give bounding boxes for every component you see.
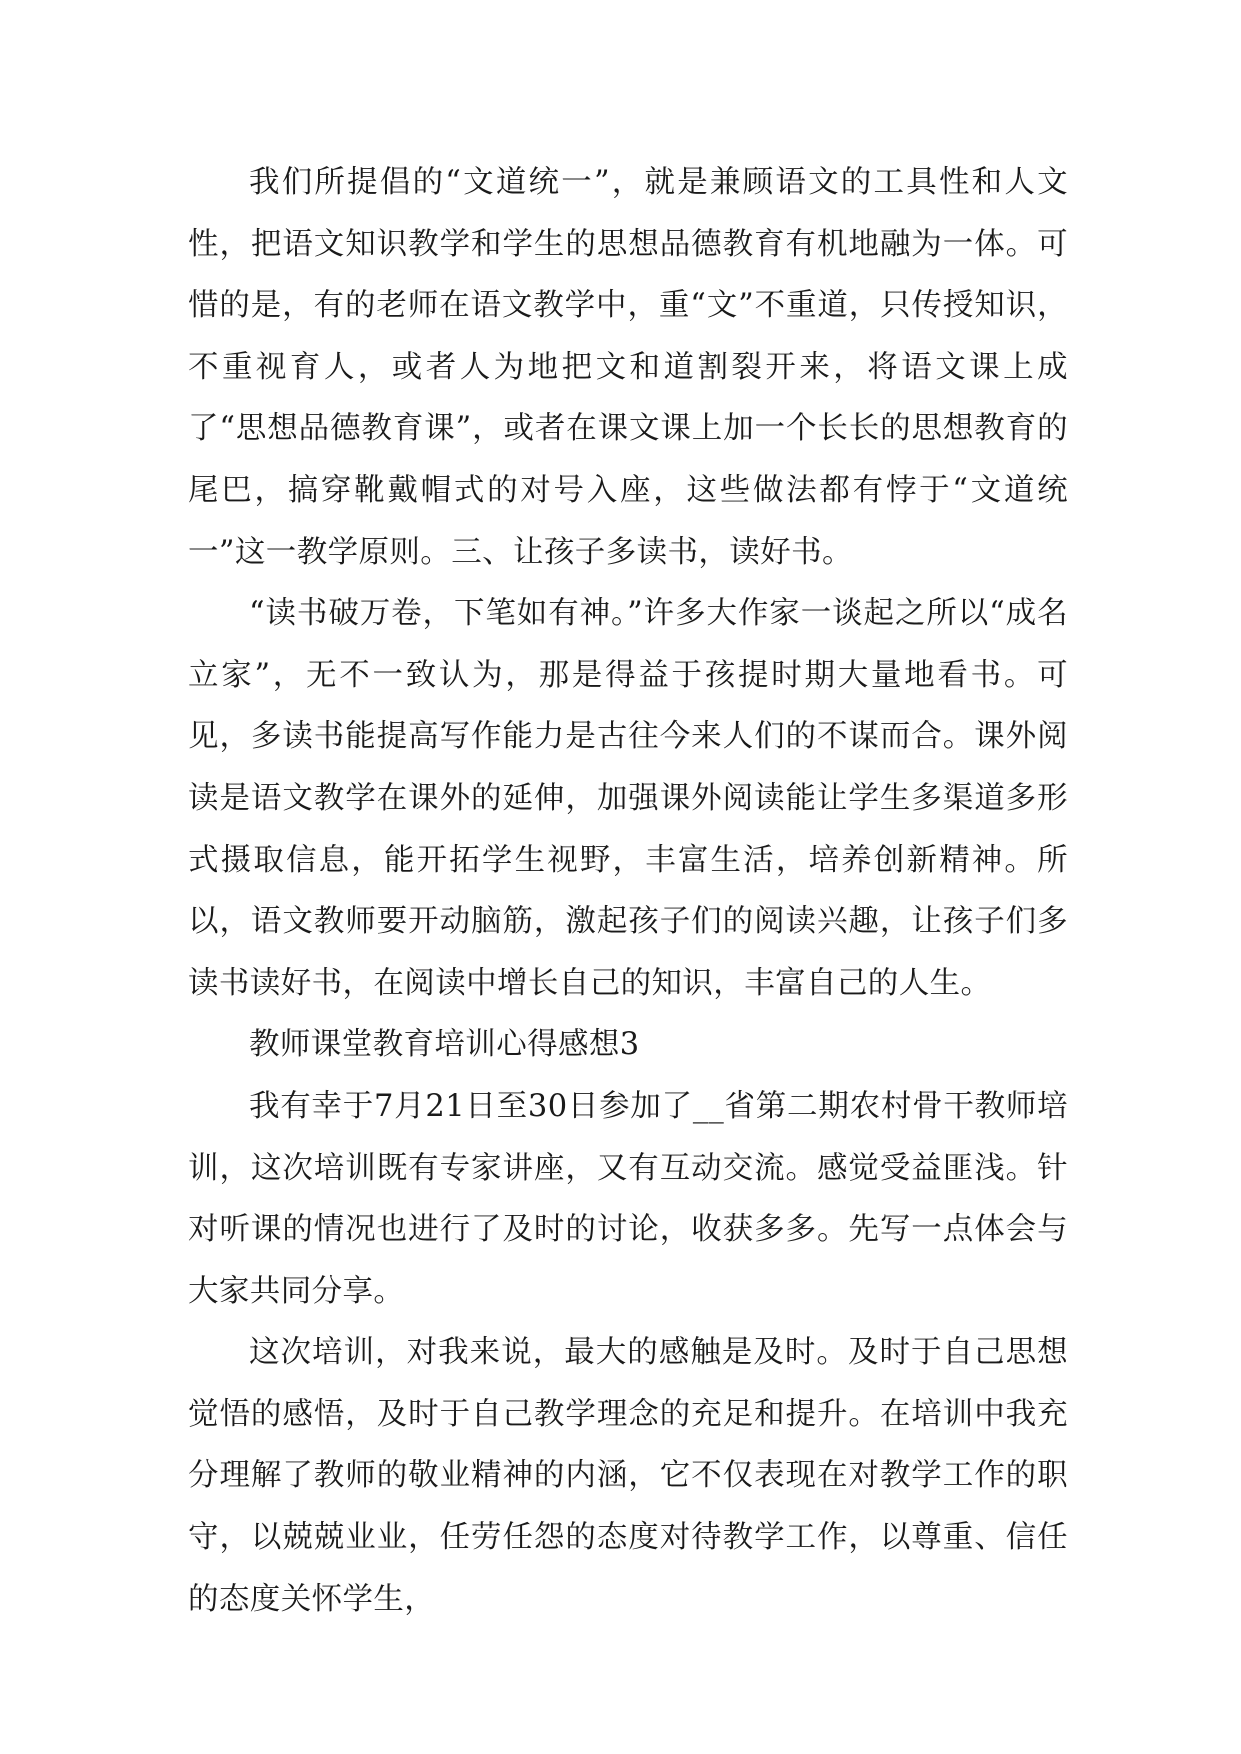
paragraph-training-intro: 我有幸于7月21日至30日参加了__省第二期农村骨干教师培训，这次培训既有专家讲座，又有互动交流。感觉受益匪浅。针对听课的情况也进行了及时的讨论，收获多多。先写一点体会与大家共同分享。 — [188, 1088, 1068, 1309]
paragraph-wen-dao-tong-yi: 我们所提倡的“文道统一”，就是兼顾语文的工具性和人文性，把语文知识教学和学生的思想品德教育有机地融为一体。可惜的是，有的老师在语文教学中，重“文”不重道，只传授知识，不重视育人，或者人为地把文和道割裂开来，将语文课上成了“思想品德教育课”，或者在课文课上加一个长长的思想教育的尾巴，搞穿靴戴帽式的对号入座，这些做法都有悖于“文道统一”这一教学原则。三、让孩子多读书，读好书。 — [188, 165, 1068, 570]
document-body — [188, 152, 1068, 1630]
section-heading: 教师课堂教育培训心得感想3 — [249, 1027, 640, 1063]
paragraph-read-more-books: “读书破万卷，下笔如有神。”许多大作家一谈起之所以“成名立家”，无不一致认为，那是得益于孩提时期大量地看书。可见，多读书能提高写作能力是古往今来人们的不谋而合。课外阅读是语文教学在课外的延伸，加强课外阅读能让学生多渠道多形式摄取信息，能开拓学生视野，丰富生活，培养创新精神。所以，语文教师要开动脑筋，激起孩子们的阅读兴趣，让孩子们多读书读好书，在阅读中增长自己的知识，丰富自己的人生。 — [188, 596, 1068, 1001]
paragraph-training-reflection: 这次培训，对我来说，最大的感触是及时。及时于自己思想觉悟的感悟，及时于自己教学理念的充足和提升。在培训中我充分理解了教师的敬业精神的内涵，它不仅表现在对教学工作的职守，以兢兢业业，任劳任怨的态度对待教学工作，以尊重、信任的态度关怀学生， — [188, 1335, 1068, 1617]
